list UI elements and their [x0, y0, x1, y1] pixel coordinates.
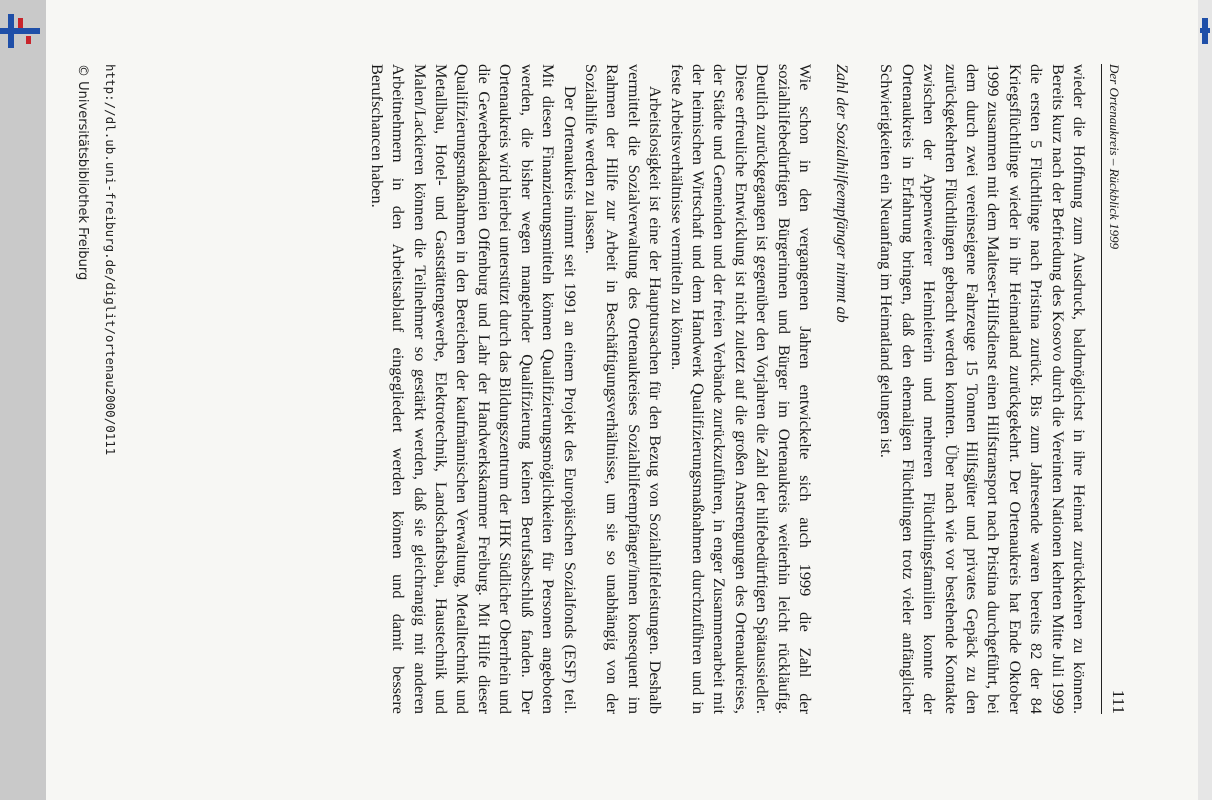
- paragraph: Wie schon in den vergangenen Jahren entwickelte sich auch 1999 die Zahl der sozialhilfebedürftigen Bürgerinnen und Bürger im Ortenaukreis weiterhin leicht rückläufig. Deutlich zurückgegangen ist gegenüber den Vorjahren die Zahl der hilfebedürftigen Spätaussiedler. Diese erfreuliche Entwicklung ist nicht zuletzt auf die großen Anstrengungen des Ortenaukreises, der Städte und Gemeinden und der freien Verbände zurückzuführen, in enger Zusammenarbeit mit der heimischen Wirtschaft und dem Handwerk Qualifizierungsmaßnahmen durchzuführen und in feste Arbeitsverhältnisse vermitteln zu können.: [667, 64, 815, 714]
- section-heading: Zahl der Sozialhilfeempfänger nimmt ab: [833, 64, 850, 323]
- viewer-right-margin: [1198, 0, 1212, 800]
- running-header: [1101, 64, 1128, 714]
- text-block-bottom: [366, 64, 816, 714]
- page-number: 111: [1109, 689, 1128, 714]
- copyright-notice: © Universitätsbibliothek Freiburg: [75, 64, 90, 281]
- library-logo-icon: [0, 14, 40, 48]
- rotated-page-content: [46, 0, 1198, 800]
- paragraph: Arbeitslosigkeit ist eine der Hauptursachen für den Bezug von Sozialhilfeleistungen. Deshalb vermittelt die Sozialverwaltung des Ortenaukreises Sozialhilfeempfänger/innen konsequent im Rahmen der Hilfe zur Arbeit in Beschäftigungsverhältnisse, um sie so unabhängig von der Sozialhilfe werden zu lassen.: [581, 64, 666, 714]
- paragraph: wieder die Hoffnung zum Ausdruck, baldmöglichst in ihre Heimat zurückkehren zu können. Bereits kurz nach der Befriedung des Kosovo durch die Vereinten Nationen kehrten Mitte Juli 1999 die ersten 5 Flüchtlinge nach Pristina zurück. Bis zum Jahresende waren bereits 82 der 84 Kriegsflüchtlinge wieder in ihr Heimatland zurückgekehrt. Der Ortenaukreis hat Ende Oktober 1999 zusammen mit dem Malteser-Hilfsdienst einen Hilfstransport nach Pristina durchgeführt, bei dem durch zwei vereinseigene Fahrzeuge 15 Tonnen Hilfsgüter und privates Gepäck zu den zurückgekehrten Flüchtlingen gebracht werden konnten. Über nach wie vor bestehende Kontakte zwischen der Appenweierer Heimleiterin und mehreren Flüchtlingsfamilien konnte der Ortenaukreis in Erfahrung bringen, daß den ehemaligen Flüchtlingen trotz vieler anfänglicher Schwierigkeiten ein Neuanfang im Heimatland gelungen ist.: [877, 64, 1089, 714]
- source-url[interactable]: http://dl.ub.uni-freiburg.de/diglit/ortenau2000/0111: [103, 64, 118, 456]
- text-block-top: [876, 64, 1090, 714]
- scanned-page: [46, 0, 1198, 800]
- paragraph: Der Ortenaukreis nimmt seit 1991 an einem Projekt des Europäischen Sozialfonds (ESF) teil. Mit diesen Finanzierungsmitteln können Qualifizierungsmöglichkeiten für Personen angeboten werden, die bisher wegen mangelnder Qualifizierung keinen Berufsabschluß fanden. Der Ortenaukreis wird hierbei unterstützt durch das Bildungszentrum der IHK Südlicher Oberrhein und die Gewerbeakademien Offenburg und Lahr der Handwerkskammer Freiburg. Mit Hilfe dieser Qualifizierungsmaßnahmen in den Bereichen der kaufmännischen Verwaltung, Metalltechnik und Metallbau, Hotel- und Gaststättengewerbe, Elektrotechnik, Landschaftsbau, Haustechnik und Malen/Lackieren können die Teilnehmer so gestärkt werden, daß sie gleichrangig mit anderen Arbeitnehmern in den Arbeitsablauf eingegliedert werden können und damit bessere Berufschancen haben.: [367, 64, 580, 714]
- library-logo-icon-right: [1200, 18, 1210, 44]
- viewer-left-margin: [0, 0, 46, 800]
- running-title: Der Ortenaukreis – Rückblick 1999: [1107, 64, 1122, 250]
